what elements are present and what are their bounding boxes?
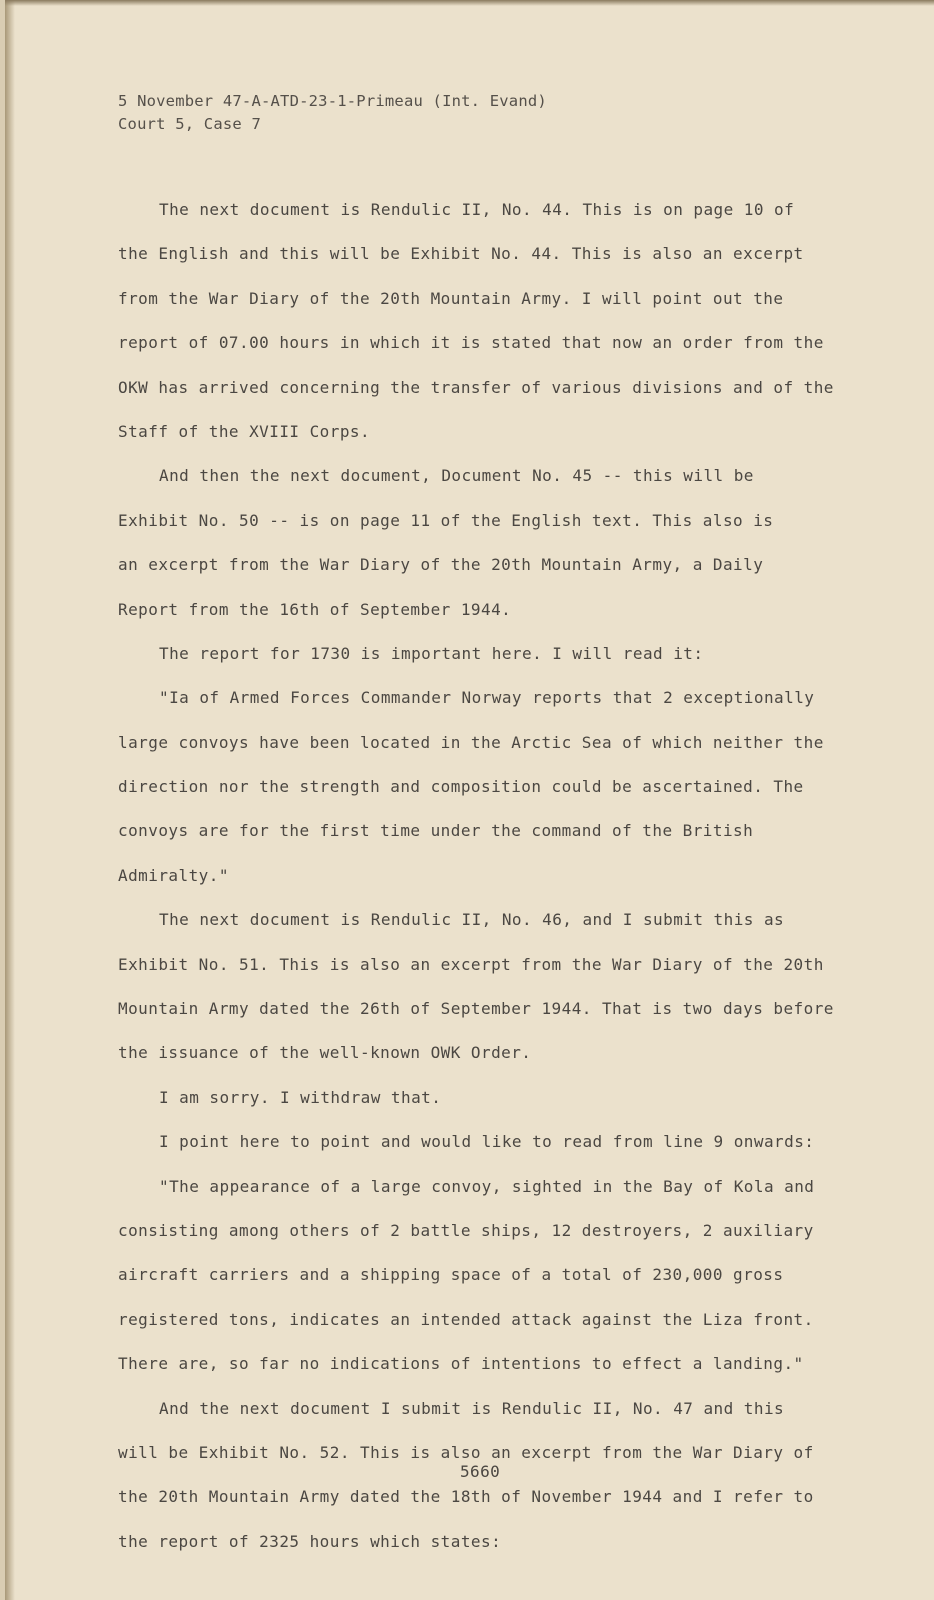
text-line: I am sorry. I withdraw that. (159, 1087, 442, 1107)
text-line: the report of 2325 hours which states: (118, 1531, 502, 1551)
page-edge-shadow (5, 0, 15, 1600)
text-line: The next document is Rendulic II, No. 44. This is on page 10 of (159, 200, 795, 219)
text-line: Exhibit No. 50 -- is on page 11 of the English text. This also is (118, 510, 774, 530)
text-line: Exhibit No. 51. This is also an excerpt from the War Diary of the 20th (118, 954, 824, 974)
text-line: direction nor the strength and composition could be ascertained. The (118, 777, 804, 797)
text-line: Report from the 16th of September 1944. (118, 599, 512, 619)
text-line: will be Exhibit No. 52. This is also an excerpt from the War Diary of (118, 1442, 814, 1462)
header-line-court-case: Court 5, Case 7 (118, 115, 261, 133)
text-line: And then the next document, Document No. 45 -- this will be (159, 466, 754, 486)
text-line: aircraft carriers and a shipping space of a total of 230,000 gross (118, 1265, 784, 1285)
page-top-strip (5, 0, 934, 6)
text-line: an excerpt from the War Diary of the 20th Mountain Army, a Daily (118, 555, 764, 575)
text-line: the 20th Mountain Army dated the 18th of November 1944 and I refer to (118, 1487, 814, 1507)
text-line: Mountain Army dated the 26th of September 1944. That is two days before (118, 999, 834, 1019)
text-line: large convoys have been located in the Arctic Sea of which neither the (118, 732, 824, 752)
text-line: Staff of the XVIII Corps. (118, 421, 371, 441)
text-line: The report for 1730 is important here. I will read it: (159, 643, 704, 663)
text-line: OKW has arrived concerning the transfer of various divisions and of the (118, 377, 834, 397)
text-line: There are, so far no indications of intentions to effect a landing." (118, 1354, 804, 1374)
transcript-body (118, 188, 863, 1564)
text-line: The next document is Rendulic II, No. 46, and I submit this as (159, 910, 785, 930)
text-line: consisting among others of 2 battle ships, 12 destroyers, 2 auxiliary (118, 1220, 814, 1240)
text-line: from the War Diary of the 20th Mountain Army. I will point out the (118, 288, 784, 308)
text-line: convoys are for the first time under the command of the British (118, 821, 754, 841)
text-line: "Ia of Armed Forces Commander Norway reports that 2 exceptionally (159, 688, 815, 708)
page-number: 5660 (460, 1462, 501, 1481)
text-line: the issuance of the well-known OWK Order. (118, 1043, 532, 1063)
text-line: "The appearance of a large convoy, sighted in the Bay of Kola and (159, 1176, 815, 1196)
text-line: report of 07.00 hours in which it is stated that now an order from the (118, 333, 824, 353)
text-line: Admiralty." (118, 865, 229, 885)
text-line: I point here to point and would like to read from line 9 onwards: (159, 1132, 815, 1152)
header-line-date-reference: 5 November 47-A-ATD-23-1-Primeau (Int. Evand) (118, 92, 547, 110)
text-line: And the next document I submit is Rendulic II, No. 47 and this (159, 1398, 785, 1418)
text-line: the English and this will be Exhibit No. 44. This is also an excerpt (118, 244, 804, 264)
text-line: registered tons, indicates an intended attack against the Liza front. (118, 1309, 814, 1329)
document-header (118, 90, 547, 136)
